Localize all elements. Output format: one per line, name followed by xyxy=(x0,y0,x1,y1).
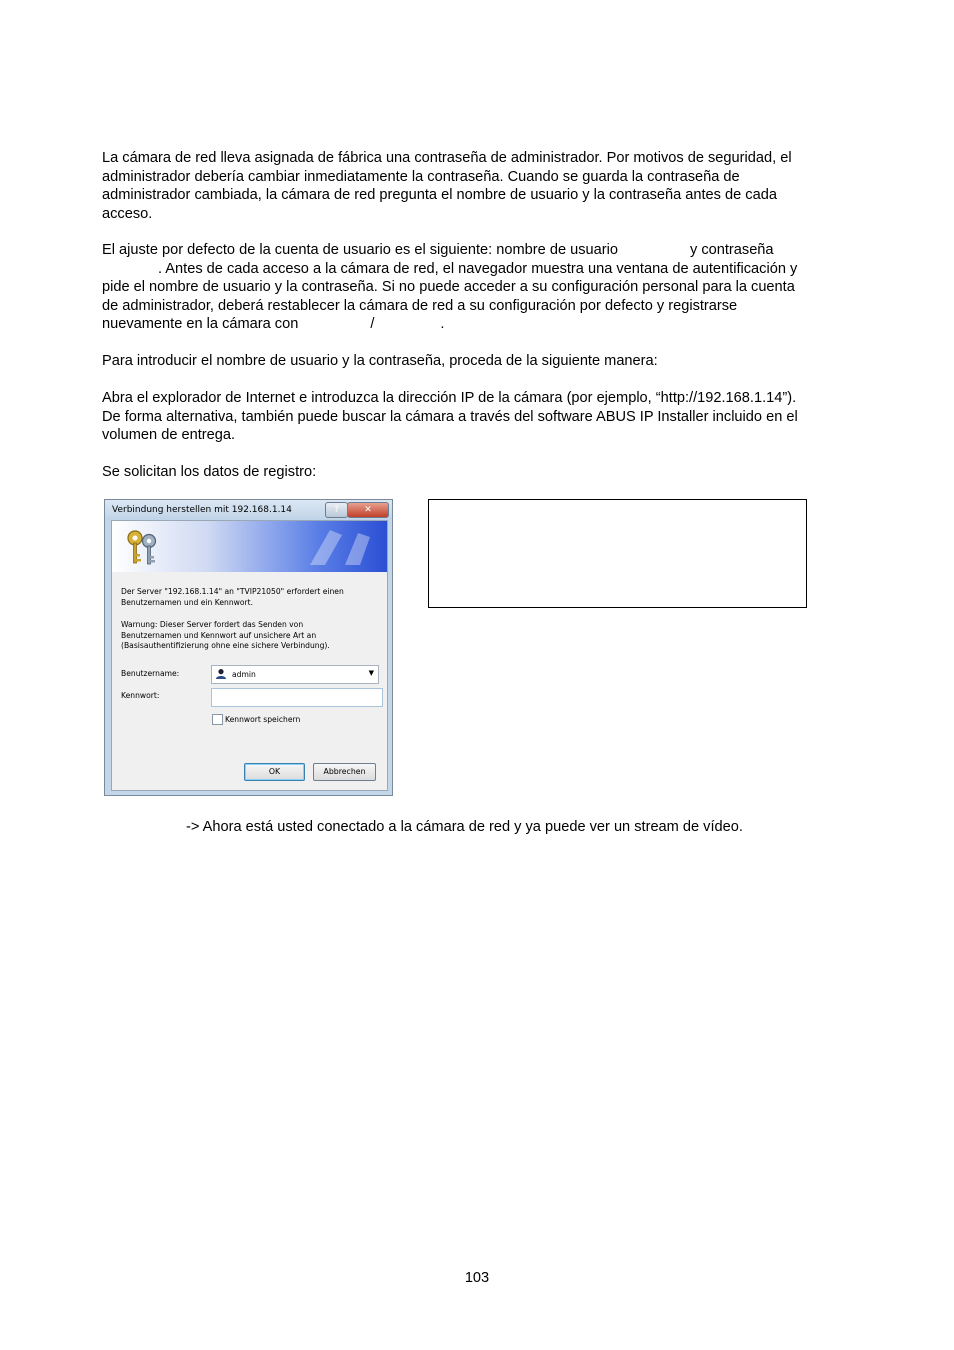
text-line xyxy=(102,241,872,260)
login-prompt-text: Se solicitan los datos de registro: xyxy=(102,464,317,480)
text-segment: y contraseña xyxy=(689,242,774,258)
remember-password-label[interactable]: Kennwort speichern xyxy=(225,715,301,724)
text-line: Warnung: Dieser Server fordert das Senden von xyxy=(121,620,304,629)
text-line xyxy=(102,315,872,334)
dialog-banner xyxy=(112,521,387,572)
text-segment: / xyxy=(370,316,375,332)
help-button[interactable]: ? xyxy=(325,502,348,518)
password-input[interactable] xyxy=(211,688,383,707)
text-segment: El ajuste por defecto de la cuenta de usuario es el siguiente: nombre de usuario xyxy=(102,242,618,258)
text-line: volumen de entrega. xyxy=(102,427,236,443)
text-line: pide el nombre de usuario y la contraseña. Si no puede acceder a su configuración personal para la cuenta xyxy=(102,279,795,295)
banner-decoration-icon xyxy=(300,525,380,569)
server-message xyxy=(121,587,344,608)
ok-button[interactable]: OK xyxy=(244,763,305,781)
username-label: Benutzername: xyxy=(121,669,180,678)
text-line: La cámara de red lleva asignada de fábrica una contraseña de administrador. Por motivos de seguridad, el xyxy=(102,150,792,166)
procedure-intro: Para introducir el nombre de usuario y la contraseña, proceda de la siguiente manera: xyxy=(102,353,658,369)
dialog-titlebar xyxy=(105,500,392,520)
text-line: Abra el explorador de Internet e introduzca la dirección IP de la cámara (por ejemplo, “http://192.168.1.14”). xyxy=(102,390,797,406)
text-line: Benutzernamen und ein Kennwort. xyxy=(121,597,254,607)
browser-instructions xyxy=(102,389,872,445)
text-line: De forma alternativa, también puede buscar la cámara a través del software ABUS IP Installer incluido en el xyxy=(102,408,798,425)
text-line: Benutzernamen und Kennwort auf unsichere Art an xyxy=(121,630,317,640)
text-segment: . xyxy=(440,316,445,332)
login-dialog xyxy=(104,499,393,796)
default-account-paragraph xyxy=(102,241,872,334)
text-line xyxy=(102,260,872,279)
password-label: Kennwort: xyxy=(121,691,160,700)
text-line: administrador debería cambiar inmediatamente la contraseña. Cuando se guarda la contraseña de xyxy=(102,168,740,185)
empty-note-box xyxy=(428,499,807,608)
username-combobox[interactable] xyxy=(211,665,379,684)
keys-icon xyxy=(124,527,164,567)
close-button[interactable]: ✕ xyxy=(347,502,389,518)
security-warning xyxy=(121,620,330,652)
dropdown-arrow-icon[interactable]: ▼ xyxy=(368,669,374,677)
text-segment: nuevamente en la cámara con xyxy=(102,316,299,332)
cancel-button[interactable]: Abbrechen xyxy=(313,763,376,781)
result-text: -> Ahora está usted conectado a la cámara de red y ya puede ver un stream de vídeo. xyxy=(186,819,743,835)
text-line: (Basisauthentifizierung ohne eine sichere Verbindung). xyxy=(121,641,330,650)
remember-password-checkbox[interactable] xyxy=(212,714,223,725)
text-line: de administrador, deberá restablecer la cámara de red a su configuración por defecto y registrarse xyxy=(102,297,738,314)
page-number: 103 xyxy=(464,1270,490,1286)
text-line: acceso. xyxy=(102,205,153,222)
text-segment: . Antes de cada acceso a la cámara de red, el navegador muestra una ventana de autentificación y xyxy=(158,260,798,277)
dialog-body xyxy=(111,520,388,791)
text-line: administrador cambiada, la cámara de red pregunta el nombre de usuario y la contraseña antes de cada xyxy=(102,187,777,203)
intro-paragraph xyxy=(102,149,872,223)
dialog-title: Verbindung herstellen mit 192.168.1.14 xyxy=(112,505,292,515)
text-line: Der Server "192.168.1.14" an "TVIP21050" erfordert einen xyxy=(121,587,344,596)
user-icon xyxy=(215,668,227,680)
username-value: admin xyxy=(232,670,256,679)
